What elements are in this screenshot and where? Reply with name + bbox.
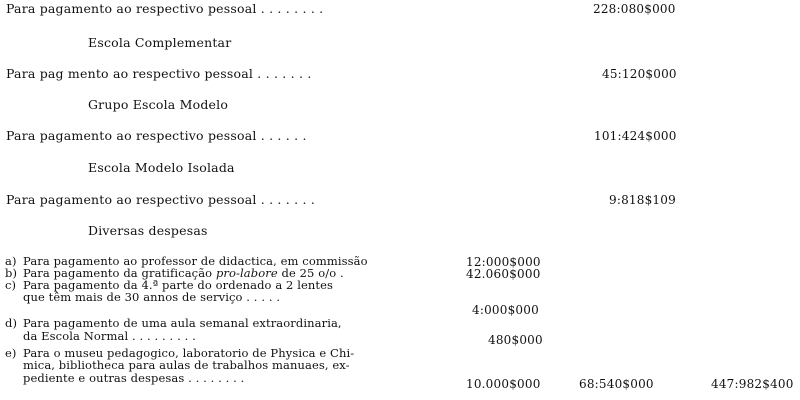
diversas-subtotal: 68:540$000 [579, 377, 654, 391]
item-text: Para pagamento ao professor de didactica, em commissão [23, 254, 368, 268]
item-a-amount: 12:000$000 [466, 255, 541, 269]
item-e-continuation-2: pediente e outras despesas . . . . . . . . [23, 371, 245, 385]
section-4-amount: 9:818$109 [609, 193, 676, 207]
item-text: de 25 o/o . [277, 266, 344, 280]
item-e-amount: 10.000$000 [466, 377, 541, 391]
section-1-line: Para pagamento ao respectivo pessoal . . . . . . . . [6, 1, 324, 16]
item-label: e) [5, 346, 17, 360]
section-3-line: Para pagamento ao respectivo pessoal . . . . . . [6, 128, 307, 143]
escola-complementar-heading: Escola Complementar [88, 35, 232, 50]
item-c-amount: 4:000$000 [472, 303, 539, 317]
item-e-continuation: mica, bibliotheca para aulas de trabalhos manuaes, ex- [23, 358, 350, 372]
item-d-amount: 480$000 [488, 333, 543, 347]
item-text: Para pagamento da gratificação [23, 266, 216, 280]
item-label: b) [5, 266, 18, 280]
item-text-italic: pro-labore [215, 266, 278, 280]
section-1-amount: 228:080$000 [593, 2, 676, 16]
section-4-line: Para pagamento ao respectivo pessoal . . . . . . . [6, 192, 315, 207]
item-label: a) [5, 254, 17, 268]
item-d [5, 318, 342, 330]
grupo-escola-modelo-heading: Grupo Escola Modelo [88, 97, 229, 112]
grand-total: 447:982$400 [711, 377, 794, 391]
escola-modelo-isolada-heading: Escola Modelo Isolada [88, 160, 235, 175]
item-text: Para o museu pedagogico, laboratorio de Physica e Chi- [23, 346, 355, 360]
item-text: Para pagamento da 4.ª parte do ordenado a 2 lentes [23, 278, 334, 292]
diversas-despesas-heading: Diversas despesas [88, 223, 208, 238]
item-label: d) [5, 316, 18, 330]
item-d-continuation: da Escola Normal . . . . . . . . . [23, 329, 196, 343]
item-c-continuation: que têm mais de 30 annos de serviço . . . . . [23, 290, 281, 304]
section-2-line: Para pag mento ao respectivo pessoal . . . . . . . [6, 66, 312, 81]
section-3-amount: 101:424$000 [594, 129, 677, 143]
item-b-amount: 42.060$000 [466, 267, 541, 281]
section-2-amount: 45:120$000 [602, 67, 677, 81]
item-label: c) [5, 278, 17, 292]
item-text: Para pagamento de uma aula semanal extraordinaria, [23, 316, 342, 330]
